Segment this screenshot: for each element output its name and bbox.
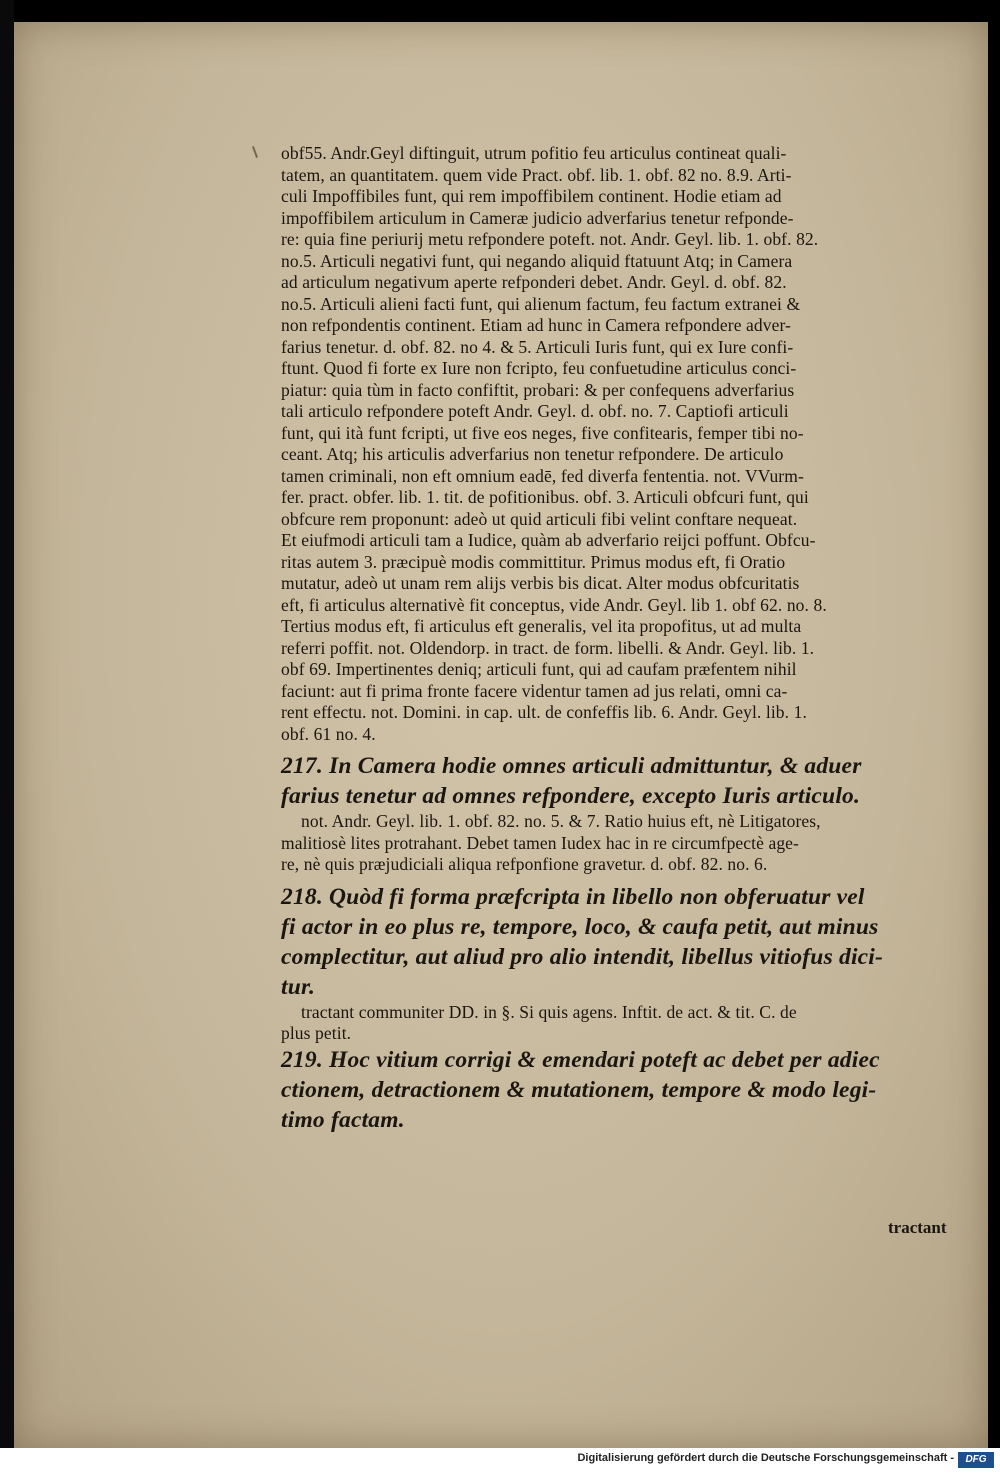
heading-line: ctionem, detractionem & mutationem, tempore & modo legi- xyxy=(281,1076,877,1103)
text-line: referri poffit. not. Oldendorp. in tract. de form. libelli. & Andr. Geyl. lib. 1. xyxy=(281,637,815,658)
digitization-footer xyxy=(0,1448,1000,1474)
ink-mark xyxy=(252,146,258,158)
text-line: fer. pract. obfer. lib. 1. tit. de pofitionibus. obf. 3. Articuli obfcuri funt, qui xyxy=(281,487,809,507)
text-line: culi Impoffibiles funt, qui rem impoffibilem continent. Hodie etiam ad xyxy=(281,186,782,206)
heading-line: 217. In Camera hodie omnes articuli admittuntur, & aduer xyxy=(281,753,862,779)
heading-219 xyxy=(281,1045,961,1135)
heading-line: 219. Hoc vitium corrigi & emendari poteft ac debet per adiec xyxy=(281,1046,880,1073)
text-line: no.5. Articuli negativi funt, qui negando aliquid ftatuunt Atq; in Camera xyxy=(281,250,793,271)
page-text xyxy=(281,143,961,1135)
text-line: impoffibilem articulum in Cameræ judicio adverfarius tenetur refponde- xyxy=(281,207,794,228)
text-line: re, nè quis præjudiciali aliqua refponfione gravetur. d. obf. 82. no. 6. xyxy=(281,854,768,874)
heading-line: tur. xyxy=(281,973,316,1000)
text-line: obf55. Andr.Geyl diftinguit, utrum pofitio feu articulus contineat quali- xyxy=(281,143,787,163)
text-line: no.5. Articuli alieni facti funt, qui alienum factum, feu factum extranei & xyxy=(281,293,801,314)
funding-notice: Digitalisierung gefördert durch die Deutsche Forschungsgemeinschaft - xyxy=(577,1452,954,1464)
text-line: ceant. Atq; his articulis adverfarius non tenetur refpondere. De articulo xyxy=(281,444,784,464)
dfg-logo-icon[interactable]: DFG xyxy=(958,1452,994,1468)
text-line: Et eiufmodi articuli tam a Iudice, quàm ab adverfario reijci poffunt. Obfcu- xyxy=(281,530,816,550)
text-line: ritas autem 3. præcipuè modis committitur. Primus modus eft, fi Oratio xyxy=(281,551,786,572)
text-line: obf. 61 no. 4. xyxy=(281,723,376,744)
text-line: piatur: quia tùm in facto confiftit, probari: & per confequens adverfarius xyxy=(281,379,795,400)
text-line: funt, qui ità funt fcripti, ut five eos neges, five confitearis, femper tibi no- xyxy=(281,422,804,443)
text-line: obf 69. Impertinentes deniq; articuli funt, qui ad caufam præfentem nihil xyxy=(281,659,797,679)
text-line: re: quia fine periurij metu refpondere poteft. not. Andr. Geyl. lib. 1. obf. 82. xyxy=(281,229,819,249)
text-line: obfcure rem proponunt: adeò ut quid articuli fibi velint conftare nequeat. xyxy=(281,508,798,529)
heading-line: timo factam. xyxy=(281,1106,405,1133)
heading-217 xyxy=(281,751,961,811)
text-line: tatem, an quantitatem. quem vide Pract. obf. lib. 1. obf. 82 no. 8.9. Arti- xyxy=(281,164,792,185)
text-line: ad articulum negativum aperte refponderi debet. Andr. Geyl. d. obf. 82. xyxy=(281,272,787,292)
text-line: faciunt: aut fi prima fronte facere videntur tamen ad jus relati, omni ca- xyxy=(281,680,788,701)
text-line: mutatur, adeò ut unam rem alijs verbis bis dicat. Alter modus obfcuritatis xyxy=(281,573,800,593)
text-line: farius tenetur. d. obf. 82. no 4. & 5. Articuli Iuris funt, qui ex Iure confi- xyxy=(281,336,794,357)
text-line: rent effectu. not. Domini. in cap. ult. de confeffis lib. 6. Andr. Geyl. lib. 1. xyxy=(281,702,807,722)
text-line: malitiosè lites protrahant. Debet tamen Iudex hac in re circumfpectè age- xyxy=(281,832,799,853)
heading-218 xyxy=(281,882,961,1002)
text-line: tali articulo refpondere poteft Andr. Geyl. d. obf. no. 7. Captiofi articuli xyxy=(281,401,789,421)
heading-line: farius tenetur ad omnes refpondere, excepto Iuris articulo. xyxy=(281,783,861,809)
heading-line: 218. Quòd fi forma præfcripta in libello non obferuatur vel xyxy=(281,883,865,910)
text-line: Tertius modus eft, fi articulus eft generalis, vel ita propofitus, ut ad multa xyxy=(281,616,802,636)
text-line: non refpondentis continent. Etiam ad hunc in Camera refpondere adver- xyxy=(281,315,791,335)
note-217 xyxy=(281,811,961,876)
text-line: tractant communiter DD. in §. Si quis agens. Inftit. de act. & tit. C. de xyxy=(301,1001,797,1022)
note-218 xyxy=(281,1002,961,1045)
text-line: tamen criminali, non eft omnium eadē, fed diverfa fententia. not. VVurm- xyxy=(281,465,804,486)
text-line: plus petit. xyxy=(281,1023,352,1043)
scan-border xyxy=(0,0,14,1448)
heading-line: fi actor in eo plus re, tempore, loco, & caufa petit, aut minus xyxy=(281,913,879,940)
text-line: eft, fi articulus alternativè fit conceptus, vide Andr. Geyl. lib 1. obf 62. no. 8. xyxy=(281,594,827,615)
heading-line: complectitur, aut aliud pro alio intendit, libellus vitiofus dici- xyxy=(281,943,884,970)
intro-paragraph xyxy=(281,143,961,745)
text-line: ftunt. Quod fi forte ex Iure non fcripto, feu confuetudine articulus conci- xyxy=(281,358,797,378)
catchword: tractant xyxy=(888,1218,947,1237)
text-line: not. Andr. Geyl. lib. 1. obf. 82. no. 5. & 7. Ratio huius eft, nè Litigatores, xyxy=(301,811,821,831)
